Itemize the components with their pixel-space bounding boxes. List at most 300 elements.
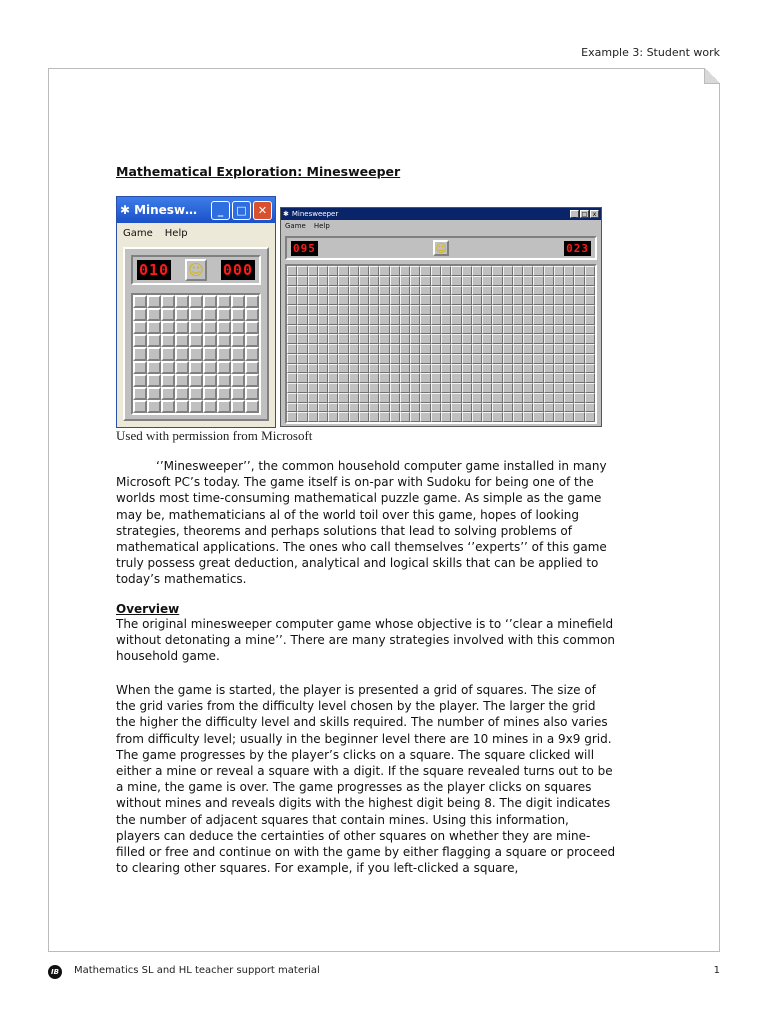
grid-cell[interactable] <box>513 383 523 393</box>
grid-cell[interactable] <box>318 344 328 354</box>
grid-cell[interactable] <box>231 400 245 413</box>
grid-cell[interactable] <box>462 354 472 364</box>
grid-cell[interactable] <box>554 412 564 422</box>
grid-cell[interactable] <box>400 334 410 344</box>
grid-cell[interactable] <box>441 393 451 403</box>
grid-cell[interactable] <box>431 295 441 305</box>
grid-cell[interactable] <box>400 266 410 276</box>
grid-cell[interactable] <box>203 361 217 374</box>
grid-cell[interactable] <box>554 286 564 296</box>
grid-cell[interactable] <box>245 400 259 413</box>
grid-cell[interactable] <box>359 373 369 383</box>
grid-cell[interactable] <box>359 393 369 403</box>
grid-cell[interactable] <box>410 266 420 276</box>
grid-cell[interactable] <box>544 315 554 325</box>
grid-cell[interactable] <box>390 325 400 335</box>
grid-cell[interactable] <box>318 383 328 393</box>
grid-cell[interactable] <box>472 403 482 413</box>
grid-cell[interactable] <box>482 344 492 354</box>
smiley-face-button[interactable]: ☺ <box>185 259 207 281</box>
grid-cell[interactable] <box>400 354 410 364</box>
grid-cell[interactable] <box>308 354 318 364</box>
grid-cell[interactable] <box>308 364 318 374</box>
grid-cell[interactable] <box>217 308 231 321</box>
grid-cell[interactable] <box>462 393 472 403</box>
grid-cell[interactable] <box>175 334 189 347</box>
grid-cell[interactable] <box>472 325 482 335</box>
grid-cell[interactable] <box>441 373 451 383</box>
grid-cell[interactable] <box>231 374 245 387</box>
grid-cell[interactable] <box>492 344 502 354</box>
grid-cell[interactable] <box>161 321 175 334</box>
grid-cell[interactable] <box>492 315 502 325</box>
grid-cell[interactable] <box>379 364 389 374</box>
grid-cell[interactable] <box>482 354 492 364</box>
grid-cell[interactable] <box>533 286 543 296</box>
grid-cell[interactable] <box>420 373 430 383</box>
grid-cell[interactable] <box>420 266 430 276</box>
grid-cell[interactable] <box>287 286 297 296</box>
grid-cell[interactable] <box>359 344 369 354</box>
grid-cell[interactable] <box>554 305 564 315</box>
grid-cell[interactable] <box>318 325 328 335</box>
grid-cell[interactable] <box>379 383 389 393</box>
grid-cell[interactable] <box>441 364 451 374</box>
grid-cell[interactable] <box>451 354 461 364</box>
grid-cell[interactable] <box>308 266 318 276</box>
grid-cell[interactable] <box>554 383 564 393</box>
grid-cell[interactable] <box>513 354 523 364</box>
grid-cell[interactable] <box>564 344 574 354</box>
grid-cell[interactable] <box>554 266 564 276</box>
grid-cell[interactable] <box>574 373 584 383</box>
grid-cell[interactable] <box>147 347 161 360</box>
grid-cell[interactable] <box>308 373 318 383</box>
smiley-face-button[interactable]: ☺ <box>433 240 449 256</box>
grid-cell[interactable] <box>328 295 338 305</box>
grid-cell[interactable] <box>231 334 245 347</box>
grid-cell[interactable] <box>574 403 584 413</box>
grid-cell[interactable] <box>297 266 307 276</box>
grid-cell[interactable] <box>585 373 595 383</box>
grid-cell[interactable] <box>472 276 482 286</box>
maximize-button[interactable]: □ <box>581 210 588 218</box>
grid-cell[interactable] <box>574 412 584 422</box>
grid-cell[interactable] <box>472 295 482 305</box>
grid-cell[interactable] <box>554 393 564 403</box>
grid-cell[interactable] <box>297 354 307 364</box>
grid-cell[interactable] <box>503 373 513 383</box>
grid-cell[interactable] <box>147 308 161 321</box>
grid-cell[interactable] <box>328 286 338 296</box>
grid-cell[interactable] <box>217 347 231 360</box>
grid-cell[interactable] <box>297 403 307 413</box>
grid-cell[interactable] <box>400 305 410 315</box>
grid-cell[interactable] <box>338 373 348 383</box>
grid-cell[interactable] <box>420 393 430 403</box>
grid-cell[interactable] <box>503 295 513 305</box>
grid-cell[interactable] <box>523 305 533 315</box>
grid-cell[interactable] <box>544 403 554 413</box>
grid-cell[interactable] <box>574 344 584 354</box>
grid-cell[interactable] <box>245 374 259 387</box>
grid-cell[interactable] <box>451 266 461 276</box>
grid-cell[interactable] <box>554 295 564 305</box>
grid-cell[interactable] <box>441 354 451 364</box>
grid-cell[interactable] <box>203 308 217 321</box>
grid-cell[interactable] <box>482 334 492 344</box>
close-button[interactable]: x <box>590 210 599 218</box>
grid-cell[interactable] <box>441 325 451 335</box>
grid-cell[interactable] <box>492 276 502 286</box>
grid-cell[interactable] <box>189 387 203 400</box>
grid-cell[interactable] <box>431 403 441 413</box>
grid-cell[interactable] <box>533 412 543 422</box>
grid-cell[interactable] <box>431 364 441 374</box>
grid-cell[interactable] <box>431 276 441 286</box>
maximize-button[interactable]: □ <box>232 201 251 220</box>
grid-cell[interactable] <box>462 315 472 325</box>
grid-cell[interactable] <box>451 305 461 315</box>
grid-cell[interactable] <box>203 295 217 308</box>
grid-cell[interactable] <box>554 354 564 364</box>
grid-cell[interactable] <box>472 334 482 344</box>
grid-cell[interactable] <box>410 344 420 354</box>
grid-cell[interactable] <box>462 276 472 286</box>
grid-cell[interactable] <box>451 286 461 296</box>
grid-cell[interactable] <box>349 286 359 296</box>
grid-cell[interactable] <box>554 315 564 325</box>
grid-cell[interactable] <box>133 295 147 308</box>
grid-cell[interactable] <box>369 373 379 383</box>
grid-cell[interactable] <box>318 334 328 344</box>
grid-cell[interactable] <box>349 344 359 354</box>
grid-cell[interactable] <box>544 412 554 422</box>
grid-cell[interactable] <box>318 403 328 413</box>
grid-cell[interactable] <box>533 315 543 325</box>
grid-cell[interactable] <box>349 305 359 315</box>
grid-cell[interactable] <box>585 344 595 354</box>
grid-cell[interactable] <box>161 374 175 387</box>
grid-cell[interactable] <box>533 266 543 276</box>
grid-cell[interactable] <box>441 383 451 393</box>
grid-cell[interactable] <box>338 286 348 296</box>
grid-cell[interactable] <box>585 383 595 393</box>
grid-cell[interactable] <box>175 387 189 400</box>
grid-cell[interactable] <box>349 373 359 383</box>
grid-cell[interactable] <box>472 266 482 276</box>
grid-cell[interactable] <box>379 266 389 276</box>
grid-cell[interactable] <box>503 325 513 335</box>
grid-cell[interactable] <box>297 305 307 315</box>
grid-cell[interactable] <box>217 295 231 308</box>
grid-cell[interactable] <box>410 412 420 422</box>
grid-cell[interactable] <box>297 334 307 344</box>
grid-cell[interactable] <box>349 383 359 393</box>
grid-cell[interactable] <box>175 321 189 334</box>
grid-cell[interactable] <box>400 393 410 403</box>
grid-cell[interactable] <box>400 403 410 413</box>
grid-cell[interactable] <box>245 361 259 374</box>
grid-cell[interactable] <box>451 412 461 422</box>
grid-cell[interactable] <box>462 295 472 305</box>
grid-cell[interactable] <box>420 295 430 305</box>
grid-cell[interactable] <box>369 403 379 413</box>
grid-cell[interactable] <box>513 344 523 354</box>
grid-cell[interactable] <box>564 364 574 374</box>
grid-cell[interactable] <box>245 321 259 334</box>
grid-cell[interactable] <box>564 295 574 305</box>
grid-cell[interactable] <box>451 383 461 393</box>
grid-cell[interactable] <box>410 373 420 383</box>
grid-cell[interactable] <box>503 364 513 374</box>
grid-cell[interactable] <box>574 295 584 305</box>
grid-cell[interactable] <box>349 276 359 286</box>
grid-cell[interactable] <box>390 276 400 286</box>
grid-cell[interactable] <box>410 334 420 344</box>
grid-cell[interactable] <box>338 295 348 305</box>
grid-cell[interactable] <box>379 315 389 325</box>
grid-cell[interactable] <box>161 361 175 374</box>
grid-cell[interactable] <box>420 325 430 335</box>
grid-cell[interactable] <box>523 412 533 422</box>
grid-cell[interactable] <box>523 354 533 364</box>
grid-cell[interactable] <box>161 400 175 413</box>
grid-cell[interactable] <box>297 364 307 374</box>
grid-cell[interactable] <box>133 400 147 413</box>
grid-cell[interactable] <box>492 305 502 315</box>
grid-cell[interactable] <box>308 276 318 286</box>
grid-cell[interactable] <box>379 373 389 383</box>
grid-cell[interactable] <box>369 383 379 393</box>
grid-cell[interactable] <box>369 393 379 403</box>
grid-cell[interactable] <box>217 321 231 334</box>
grid-cell[interactable] <box>564 334 574 344</box>
grid-cell[interactable] <box>462 266 472 276</box>
grid-cell[interactable] <box>390 383 400 393</box>
grid-cell[interactable] <box>287 354 297 364</box>
grid-cell[interactable] <box>513 315 523 325</box>
grid-cell[interactable] <box>359 334 369 344</box>
grid-cell[interactable] <box>338 334 348 344</box>
grid-cell[interactable] <box>544 276 554 286</box>
grid-cell[interactable] <box>554 364 564 374</box>
grid-cell[interactable] <box>564 315 574 325</box>
grid-cell[interactable] <box>420 344 430 354</box>
grid-cell[interactable] <box>513 286 523 296</box>
grid-cell[interactable] <box>554 373 564 383</box>
grid-cell[interactable] <box>574 383 584 393</box>
grid-cell[interactable] <box>328 412 338 422</box>
grid-cell[interactable] <box>318 276 328 286</box>
grid-cell[interactable] <box>175 295 189 308</box>
grid-cell[interactable] <box>554 403 564 413</box>
grid-cell[interactable] <box>189 400 203 413</box>
grid-cell[interactable] <box>585 325 595 335</box>
grid-cell[interactable] <box>297 383 307 393</box>
grid-cell[interactable] <box>492 325 502 335</box>
grid-cell[interactable] <box>451 315 461 325</box>
grid-cell[interactable] <box>492 383 502 393</box>
grid-cell[interactable] <box>189 321 203 334</box>
grid-cell[interactable] <box>297 344 307 354</box>
grid-cell[interactable] <box>359 412 369 422</box>
grid-cell[interactable] <box>359 266 369 276</box>
grid-cell[interactable] <box>287 373 297 383</box>
grid-cell[interactable] <box>431 344 441 354</box>
grid-cell[interactable] <box>472 344 482 354</box>
grid-cell[interactable] <box>420 286 430 296</box>
grid-cell[interactable] <box>441 315 451 325</box>
grid-cell[interactable] <box>503 403 513 413</box>
grid-cell[interactable] <box>513 412 523 422</box>
grid-cell[interactable] <box>400 373 410 383</box>
grid-cell[interactable] <box>462 334 472 344</box>
grid-cell[interactable] <box>451 344 461 354</box>
grid-cell[interactable] <box>462 305 472 315</box>
grid-cell[interactable] <box>420 305 430 315</box>
grid-cell[interactable] <box>574 364 584 374</box>
grid-cell[interactable] <box>472 412 482 422</box>
grid-cell[interactable] <box>482 286 492 296</box>
grid-cell[interactable] <box>544 393 554 403</box>
grid-cell[interactable] <box>585 364 595 374</box>
grid-cell[interactable] <box>513 373 523 383</box>
grid-cell[interactable] <box>472 383 482 393</box>
grid-cell[interactable] <box>400 383 410 393</box>
grid-cell[interactable] <box>349 403 359 413</box>
grid-cell[interactable] <box>410 276 420 286</box>
grid-cell[interactable] <box>420 276 430 286</box>
grid-cell[interactable] <box>318 305 328 315</box>
grid-cell[interactable] <box>133 347 147 360</box>
grid-cell[interactable] <box>328 393 338 403</box>
grid-cell[interactable] <box>203 321 217 334</box>
grid-cell[interactable] <box>147 361 161 374</box>
grid-cell[interactable] <box>544 325 554 335</box>
grid-cell[interactable] <box>431 393 441 403</box>
grid-cell[interactable] <box>318 315 328 325</box>
menu-help[interactable]: Help <box>313 222 330 230</box>
grid-cell[interactable] <box>318 354 328 364</box>
grid-cell[interactable] <box>217 334 231 347</box>
grid-cell[interactable] <box>175 374 189 387</box>
grid-cell[interactable] <box>564 383 574 393</box>
grid-cell[interactable] <box>492 364 502 374</box>
grid-cell[interactable] <box>338 393 348 403</box>
grid-cell[interactable] <box>390 266 400 276</box>
grid-cell[interactable] <box>503 354 513 364</box>
grid-cell[interactable] <box>297 412 307 422</box>
close-button[interactable]: ✕ <box>253 201 272 220</box>
grid-cell[interactable] <box>513 295 523 305</box>
grid-cell[interactable] <box>554 325 564 335</box>
grid-cell[interactable] <box>420 364 430 374</box>
grid-cell[interactable] <box>492 295 502 305</box>
grid-cell[interactable] <box>287 325 297 335</box>
grid-cell[interactable] <box>231 347 245 360</box>
grid-cell[interactable] <box>441 305 451 315</box>
grid-cell[interactable] <box>390 364 400 374</box>
grid-cell[interactable] <box>328 276 338 286</box>
grid-cell[interactable] <box>533 334 543 344</box>
grid-cell[interactable] <box>482 364 492 374</box>
grid-cell[interactable] <box>544 364 554 374</box>
grid-cell[interactable] <box>523 315 533 325</box>
grid-cell[interactable] <box>308 325 318 335</box>
grid-cell[interactable] <box>410 325 420 335</box>
grid-cell[interactable] <box>133 374 147 387</box>
grid-cell[interactable] <box>544 295 554 305</box>
grid-cell[interactable] <box>287 305 297 315</box>
grid-cell[interactable] <box>161 347 175 360</box>
grid-cell[interactable] <box>287 344 297 354</box>
grid-cell[interactable] <box>462 344 472 354</box>
grid-cell[interactable] <box>400 344 410 354</box>
grid-cell[interactable] <box>379 334 389 344</box>
grid-cell[interactable] <box>564 403 574 413</box>
grid-cell[interactable] <box>554 276 564 286</box>
grid-cell[interactable] <box>203 387 217 400</box>
grid-cell[interactable] <box>410 295 420 305</box>
grid-cell[interactable] <box>349 412 359 422</box>
menu-game[interactable]: Game <box>285 222 306 230</box>
grid-cell[interactable] <box>369 354 379 364</box>
grid-cell[interactable] <box>328 383 338 393</box>
grid-cell[interactable] <box>544 383 554 393</box>
grid-cell[interactable] <box>133 387 147 400</box>
grid-cell[interactable] <box>379 412 389 422</box>
grid-cell[interactable] <box>359 295 369 305</box>
grid-cell[interactable] <box>147 321 161 334</box>
grid-cell[interactable] <box>574 334 584 344</box>
grid-cell[interactable] <box>328 403 338 413</box>
grid-cell[interactable] <box>564 412 574 422</box>
minimize-button[interactable]: _ <box>211 201 230 220</box>
grid-cell[interactable] <box>147 387 161 400</box>
grid-cell[interactable] <box>523 373 533 383</box>
grid-cell[interactable] <box>369 334 379 344</box>
grid-cell[interactable] <box>369 315 379 325</box>
grid-cell[interactable] <box>503 286 513 296</box>
grid-cell[interactable] <box>431 305 441 315</box>
grid-cell[interactable] <box>482 403 492 413</box>
grid-cell[interactable] <box>462 383 472 393</box>
grid-cell[interactable] <box>523 325 533 335</box>
grid-cell[interactable] <box>585 403 595 413</box>
grid-cell[interactable] <box>472 286 482 296</box>
grid-cell[interactable] <box>189 374 203 387</box>
grid-cell[interactable] <box>297 325 307 335</box>
grid-cell[interactable] <box>287 315 297 325</box>
grid-cell[interactable] <box>554 334 564 344</box>
grid-cell[interactable] <box>349 325 359 335</box>
grid-cell[interactable] <box>338 276 348 286</box>
grid-cell[interactable] <box>133 308 147 321</box>
grid-cell[interactable] <box>451 295 461 305</box>
grid-cell[interactable] <box>133 361 147 374</box>
grid-cell[interactable] <box>441 295 451 305</box>
grid-cell[interactable] <box>189 308 203 321</box>
grid-cell[interactable] <box>441 334 451 344</box>
grid-cell[interactable] <box>503 315 513 325</box>
grid-cell[interactable] <box>513 266 523 276</box>
grid-cell[interactable] <box>410 403 420 413</box>
grid-cell[interactable] <box>574 315 584 325</box>
grid-cell[interactable] <box>369 266 379 276</box>
grid-cell[interactable] <box>390 373 400 383</box>
grid-cell[interactable] <box>431 325 441 335</box>
